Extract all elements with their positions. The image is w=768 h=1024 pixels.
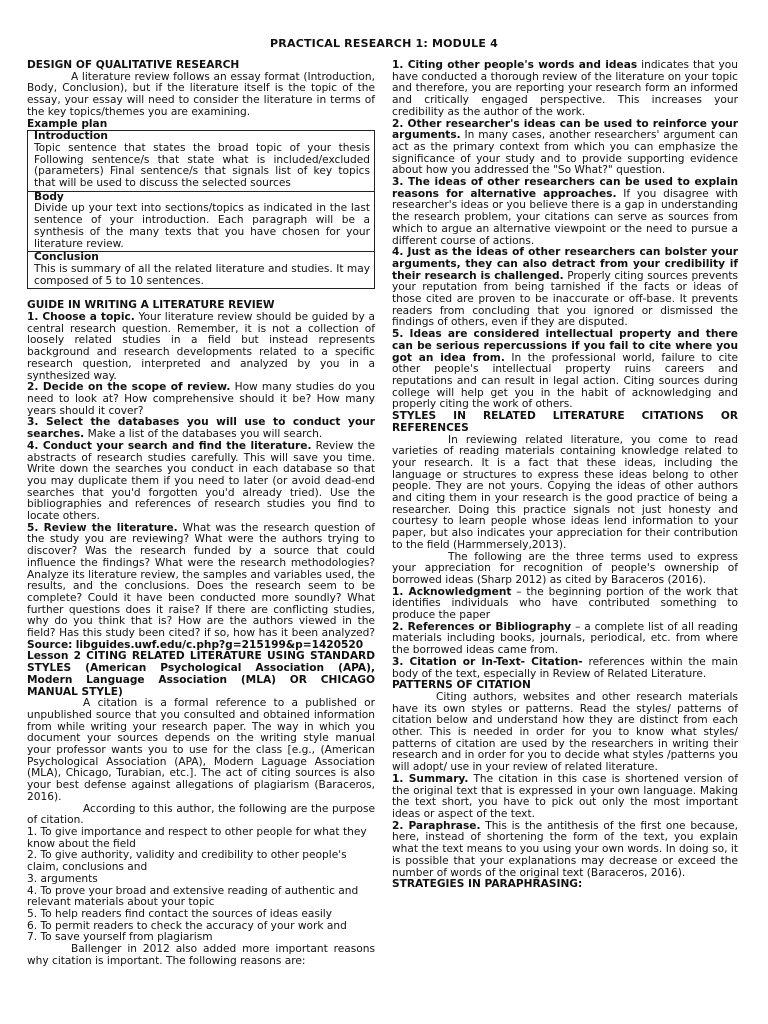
intro-paragraph: A literature review follows an essay format (Introduction, Body, Conclusion), but if the literature itself is the topic of the essay, your essay will need to consider the literature in terms of the key topics/themes you are examining. [27,70,375,118]
reason-item [392,60,738,119]
left-column [27,60,375,967]
reason-item [392,177,738,247]
term-item [392,587,738,622]
pattern-item-text: This is the antithesis of the first one because, here, instead of shortening the form of the text, you explain what the text means to you using your own words. In doing so, it is possible that your explanations may decrease or exceed the number of words of the original text (Baraceros, 2016). [392,819,738,879]
guide-heading: GUIDE IN WRITING A LITERATURE REVIEW [27,299,275,312]
guide-item [27,441,375,523]
reason-item [392,247,738,329]
guide-item [27,417,375,440]
list-item: 4. To prove your broad and extensive reading of authentic and relevant materials about your topic [27,884,359,909]
term-item-title: 3. Citation or In-Text- Citation- [392,655,583,668]
guide-item-text: What was the research question of the study you are reviewing? What were the authors trying to discover? Was the research funded by a source that could influence the findings? What were the research methodologies? Analyze its literature review, the samples and variables used, the results, and the conclusions. Does the research seem to be complete? Could it have been conducted more soundly? What further questions does it raise? If there are conflicting studies, why do you think that is? How are the authors viewed in the field? Has this study been cited? if so, how has it been analyzed? [27,521,375,640]
term-item [392,657,738,680]
term-item-text: – the beginning portion of the work that identifies individuals who have contributed something to produce the paper [392,585,738,622]
citation-paragraph: A citation is a formal reference to a published or unpublished source that you consulted and obtained information from while writing your research paper. The way in which you document your sources depends on the writing style manual your professor wants you to use for the class [e.g., (American Psychological Association (APA), Modern Laguage Association (MLA), Chicago, Turabian, etc.]. The act of citing sources is also your best defense against allegations of plagiarism (Baraceros, 2016). [27,697,375,803]
term-item-title: 1. Acknowledgment [392,585,512,598]
guide-item-title: 2. Decide on the scope of review. [27,381,231,394]
plan-section-conclusion [28,251,374,288]
guide-item-title: 1. Choose a topic. [27,311,135,324]
guide-item [27,312,375,382]
guide-item-text: Make a list of the databases you will search. [84,428,323,441]
styles-paragraph: In reviewing related literature, you come to read varieties of reading materials containing knowledge related to your research. It is a fact that these ideas, including the language or structures to express these ideas belong to other people. They are not yours. Copying the ideas of other authors and citing them in your research is the good practice of being a researcher. Doing this practice signals not just honesty and courtesy to learn people whose ideas lend information to your paper, but also indicates your appreciation for their contribution to the field (Harmmersely,2013). [392,433,738,551]
ballenger-paragraph: Ballenger in 2012 also added more important reasons why citation is important. The following reasons are: [27,943,375,967]
guide-item-text: Review the abstracts of research studies carefully. This will save you time. Write down the searches you conduct in each database so that you may duplicate them if you need to later (or avoid dead-end searches that you'd forgotten you'd already tried). Use the bibliographies and references of research studies you find to locate others. [27,439,375,523]
pattern-item [392,821,738,880]
purposes-list [27,827,375,944]
plan-section-title: Introduction [34,130,108,143]
reason-item [392,329,738,411]
list-item: 2. To give authority, validity and credibility to other people's claim, conclusions and [27,849,347,874]
reason-item-text: If you disagree with researcher's ideas or you believe there is a gap in understanding the research problem, your citations can serve as sources from which to argue an alternative viewpoint or the need to pursue a different course of actions. [392,187,739,247]
plan-section-title: Body [34,190,64,203]
right-column [392,60,738,891]
source-label: Source: [27,638,73,651]
term-item-text: references within the main body of the text, especially in Review of Related Literature. [392,655,738,680]
list-item: 5. To help readers find contact the sources of ideas easily [27,907,333,920]
styles-heading: STYLES IN RELATED LITERATURE CITATIONS OR REFERENCES [392,410,738,434]
source-link[interactable]: libguides.uwf.edu/c.php?g=215199&p=1420520 [75,638,364,651]
lesson2-heading: Lesson 2 CITING RELATED LITERATURE USING STANDARD STYLES (American Psychological Association (APA), Modern Language Association (MLA) OR CHICAGO MANUAL STYLE) [27,650,375,698]
reason-item-text: In the professional world, failure to cite other people's intellectual property ruins careers and reputations and can result in legal action. Citing sources during college will help get you in the habit of acknowledging and properly citing the work of others. [392,351,739,411]
list-item: 3. arguments [27,872,98,885]
list-item: 7. To save yourself from plagiarism [27,931,213,944]
reason-item [392,119,738,178]
strategies-heading: STRATEGIES IN PARAPHRASING: [392,878,583,891]
according-paragraph: According to this author, the following are the purpose of citation. [27,802,375,827]
reason-item-title: 5. Ideas are considered intellectual property and there can be serious repercussions if you fail to cite where you got an idea from. [392,328,738,364]
plan-section-text: Divide up your text into sections/topics as indicated in the last sentence of your introduction. Each paragraph will be a synthesis of the many texts that you have chosen for your literature review. [34,202,370,250]
three-terms-paragraph: The following are the three terms used to express your appreciation for recognition of people's ownership of borrowed ideas (Sharp 2012) as cited by Baraceros (2016). [392,550,738,586]
reason-item-text: In many cases, another researchers' argument can act as the primary context from which you can emphasize the significance of your study and to provide supporting evidence about how you addressed the "So What?" question. [392,129,738,177]
example-plan-label: Example plan [27,117,108,130]
example-plan-box [27,130,375,289]
plan-section-text: This is summary of all the related literature and studies. It may composed of 5 to 10 sentences. [34,262,370,287]
reason-item-text: Properly citing sources prevents your reputation from being tarnished if the facts or ideas of those cited are proven to be inaccurate or off-base. It prevents readers from concluding that you ignored or dismissed the findings of others, even if they are disputed. [392,269,739,329]
pattern-item-text: The citation in this case is shortened version of the original text that is expressed in your own language. Making the text short, you have to pick out only the most important ideas or aspect of the text. [392,772,738,820]
guide-item [27,382,375,417]
patterns-paragraph: Citing authors, websites and other research materials have its own styles or patterns. Read the styles/ patterns of citation below and understand how they are distinct from each other. This is needed in order for you to know what styles/ patterns of citation are used by the researchers in writing their research and in order for you to decide what styles /patterns you will adopt/ use in your review of related literature. [392,690,738,774]
list-item: 1. To give importance and respect to other people for what they know about the field [27,826,367,850]
page-title: PRACTICAL RESEARCH 1: MODULE 4 [270,37,498,50]
list-item: 6. To permit readers to check the accuracy of your work and [27,919,347,932]
guide-item-title: 3. Select the databases you will use to conduct your searches. [27,416,375,441]
reason-item-text: indicates that you have conducted a thorough review of the literature on your topic and therefore, you are reporting your research form an informed and critically engaged perspective. This increases your credibility as the author of the work. [392,59,738,118]
reason-item-title: 3. The ideas of other researchers can be used to explain reasons for alternative approaches. [392,176,738,200]
plan-section-text: Topic sentence that states the broad topic of your thesis Following sentence/s that state what is included/excluded (parameters) Final sentence/s that signals list of key topics that will be used to discuss the selected sources [34,141,370,190]
term-item-title: 2. References or Bibliography [392,620,572,633]
plan-section-introduction [28,131,374,191]
guide-item-title: 5. Review the literature. [27,521,178,534]
plan-section-title: Conclusion [34,251,99,264]
reason-item-title: 2. Other researcher's ideas can be used to reinforce your arguments. [392,117,738,142]
term-item-text: – a complete list of all reading materials including books, journals, periodical, etc. from where the borrowed ideas came from. [392,620,739,657]
guide-item [27,523,375,652]
plan-section-body [28,191,374,252]
guide-item-text: Your literature review should be guided by a central research question. Remember, it is not a collection of loosely related studies in a field but instead represents background and research developments related to a specific research question, interpreted and analyzed by you in a synthesized way. [27,311,375,382]
term-item [392,622,738,657]
pattern-item-title: 1. Summary. [392,772,469,785]
guide-item-title: 4. Conduct your search and find the literature. [27,439,312,452]
pattern-item-title: 2. Paraphrase. [392,819,481,832]
section-heading-design: DESIGN OF QUALITATIVE RESEARCH [27,59,240,71]
guide-item-text: How many studies do you need to look at? How comprehensive should it be? How many years should it cover? [27,381,375,417]
patterns-heading: PATTERNS OF CITATION [392,679,531,692]
reason-item-title: 1. Citing other people's words and ideas [392,59,638,71]
pattern-item [392,774,738,821]
reason-item-title: 4. Just as the ideas of other researchers can bolster your arguments, they can also detract from your credibility if their research is challenged. [392,246,738,282]
